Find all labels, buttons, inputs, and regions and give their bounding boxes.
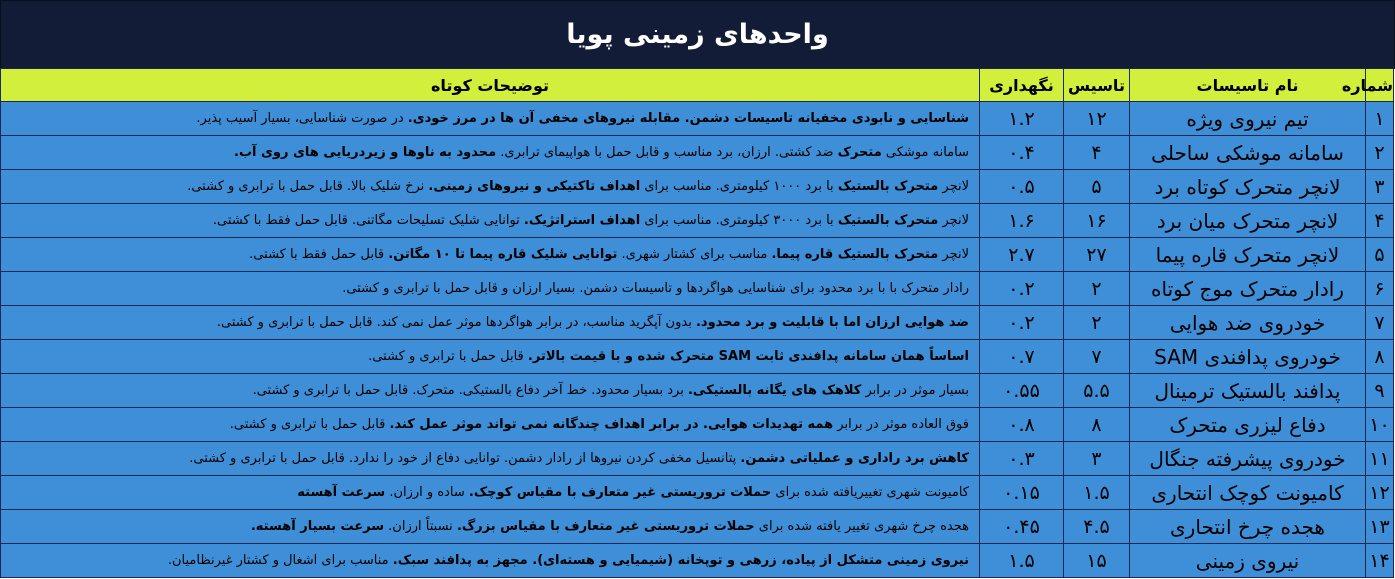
- cell-cost[interactable]: ۸: [1064, 408, 1130, 442]
- description-bold-segment: سرعت بسیار آهسته.: [250, 519, 385, 534]
- cell-cost[interactable]: ۲۷: [1064, 238, 1130, 272]
- cell-upkeep[interactable]: ۰.۴: [980, 136, 1064, 170]
- cell-number[interactable]: ۲: [1366, 136, 1394, 170]
- header-name[interactable]: نام تاسیسات: [1130, 69, 1366, 102]
- cell-upkeep[interactable]: ۰.۲: [980, 306, 1064, 340]
- description-segment: نرخ شلیک بالا. قابل حمل با ترابری و کشتی.: [187, 179, 429, 194]
- description-segment: لانچر: [938, 213, 969, 228]
- table-row: [1, 374, 1394, 408]
- description-bold-segment: اهداف تاکتیکی و نیروهای زمینی.: [428, 179, 641, 194]
- description-segment: هجده چرخ شهری تغییر یافته شده برای: [754, 519, 969, 534]
- description-bold-segment: متحرک بالستیک قاره پیما.: [771, 247, 939, 262]
- cell-description[interactable]: [1, 136, 980, 170]
- cell-upkeep[interactable]: ۱.۲: [980, 102, 1064, 136]
- description-segment: نسبتاً ارزان.: [384, 519, 457, 534]
- cell-upkeep[interactable]: ۰.۷: [980, 340, 1064, 374]
- cell-cost[interactable]: ۲: [1064, 306, 1130, 340]
- description-segment: مناسب برای کشتار شهری.: [617, 247, 772, 262]
- cell-upkeep[interactable]: ۱.۶: [980, 204, 1064, 238]
- cell-cost[interactable]: ۷: [1064, 340, 1130, 374]
- description-bold-segment: همه تهدیدات هوایی. در برابر اهداف چندگانه نمی تواند موثر عمل کند.: [389, 417, 834, 432]
- cell-description[interactable]: [1, 442, 980, 476]
- table-row: [1, 476, 1394, 510]
- cell-number[interactable]: ۱۱: [1366, 442, 1394, 476]
- cell-number[interactable]: ۱۳: [1366, 510, 1394, 544]
- description-segment: پتانسیل مخفی کردن نیروها از رادار دشمن. توانایی دفاع از خود را ندارد. قابل حمل با ترابری و کشتی.: [189, 451, 741, 466]
- description-bold-segment: ضد هوایی ارزان اما با قابلیت و برد محدود.: [695, 315, 969, 330]
- table-row: [1, 204, 1394, 238]
- description-bold-segment: محدود به ناوها و زیردریایی های روی آب.: [234, 145, 497, 160]
- cell-name[interactable]: لانچر متحرک کوتاه برد: [1130, 170, 1366, 204]
- cell-description[interactable]: [1, 476, 980, 510]
- description-segment: ساده و ارزان.: [385, 485, 469, 500]
- table-row: [1, 272, 1394, 306]
- cell-cost[interactable]: ۱۵: [1064, 544, 1130, 578]
- description-segment: قابل حمل با ترابری و کشتی.: [368, 349, 528, 364]
- cell-description[interactable]: [1, 306, 980, 340]
- cell-description[interactable]: [1, 510, 980, 544]
- description-bold-segment: توانایی شلیک قاره پیما تا ۱۰ مگاتن.: [388, 247, 618, 262]
- table-row: [1, 306, 1394, 340]
- table-row: [1, 340, 1394, 374]
- header-upkeep[interactable]: نگهداری: [980, 69, 1064, 102]
- description-segment: با برد ۱۰۰۰ کیلومتری. مناسب برای: [640, 179, 838, 194]
- cell-number[interactable]: ۱: [1366, 102, 1394, 136]
- cell-number[interactable]: ۶: [1366, 272, 1394, 306]
- description-bold-segment: کلاهک های یگانه بالستیکی.: [687, 383, 862, 398]
- table-row: [1, 510, 1394, 544]
- description-segment: ضد کشتی. ارزان، برد مناسب و قابل حمل با هواپیمای ترابری.: [496, 145, 838, 160]
- title-bar: [0, 0, 1395, 69]
- cell-cost[interactable]: ۵.۵: [1064, 374, 1130, 408]
- cell-number[interactable]: ۱۴: [1366, 544, 1394, 578]
- cell-description[interactable]: [1, 272, 980, 306]
- description-bold-segment: نیروی زمینی متشکل از پیاده، زرهی و توپخانه (شیمیایی و هسته‌ای). مجهز به پدافند سبک.: [392, 553, 969, 568]
- cell-name[interactable]: دفاع لیزری متحرک: [1130, 408, 1366, 442]
- cell-name[interactable]: خودروی پدافندی SAM: [1130, 340, 1366, 374]
- cell-name[interactable]: خودروی ضد هوایی: [1130, 306, 1366, 340]
- cell-cost[interactable]: ۱۲: [1064, 102, 1130, 136]
- cell-description[interactable]: [1, 374, 980, 408]
- description-bold-segment: اساساً همان سامانه پدافندی ثابت SAM متحرک شده و با قیمت بالاتر.: [527, 349, 969, 364]
- header-row: [1, 69, 1394, 102]
- table-row: [1, 102, 1394, 136]
- cell-cost[interactable]: ۵: [1064, 170, 1130, 204]
- description-segment: برد بسیار محدود. خط آخر دفاع بالستیکی. متحرک. قابل حمل با ترابری و کشتی.: [252, 383, 688, 398]
- description-segment: توانایی شلیک تسلیحات مگاتنی. قابل حمل فقط با کشتی.: [212, 213, 524, 228]
- description-segment: مناسب برای اشغال و کشتار غیرنظامیان.: [167, 553, 393, 568]
- cell-description[interactable]: [1, 408, 980, 442]
- cell-number[interactable]: ۳: [1366, 170, 1394, 204]
- cell-description[interactable]: [1, 238, 980, 272]
- description-bold-segment: سرعت آهسته: [297, 485, 386, 500]
- cell-upkeep[interactable]: ۱.۵: [980, 544, 1064, 578]
- table-row: [1, 170, 1394, 204]
- cell-upkeep[interactable]: ۰.۱۵: [980, 476, 1064, 510]
- cell-number[interactable]: ۵: [1366, 238, 1394, 272]
- cell-upkeep[interactable]: ۰.۵: [980, 170, 1064, 204]
- cell-description[interactable]: [1, 340, 980, 374]
- cell-description[interactable]: [1, 544, 980, 578]
- description-bold-segment: شناسایی و نابودی مخفیانه تاسیسات دشمن. مقابله نیروهای مخفی آن ها در مرز خودی.: [407, 111, 969, 126]
- description-segment: بدون آپگرید مناسب، در برابر هواگردها موثر عمل نمی کند. قابل حمل با ترابری و کشتی.: [216, 315, 696, 330]
- cell-cost[interactable]: ۱۶: [1064, 204, 1130, 238]
- cell-upkeep[interactable]: ۲.۷: [980, 238, 1064, 272]
- cell-upkeep[interactable]: ۰.۲: [980, 272, 1064, 306]
- table-row: [1, 136, 1394, 170]
- description-segment: کامیونت شهری تغییریافته شده برای: [771, 485, 969, 500]
- cell-description[interactable]: [1, 204, 980, 238]
- description-segment: قابل حمل با ترابری و کشتی.: [229, 417, 390, 432]
- description-bold-segment: متحرک بالستیک: [837, 213, 939, 228]
- cell-upkeep[interactable]: ۰.۸: [980, 408, 1064, 442]
- cell-description[interactable]: [1, 102, 980, 136]
- table-row: [1, 544, 1394, 578]
- cell-cost[interactable]: ۴: [1064, 136, 1130, 170]
- cell-name[interactable]: هجده چرخ انتحاری: [1130, 510, 1366, 544]
- description-bold-segment: متحرک: [837, 145, 882, 160]
- table-row: [1, 442, 1394, 476]
- cell-cost[interactable]: ۴.۵: [1064, 510, 1130, 544]
- description-bold-segment: اهداف استراتژیک.: [523, 213, 641, 228]
- description-segment: قابل حمل فقط با کشتی.: [249, 247, 389, 262]
- cell-name[interactable]: لانچر متحرک میان برد: [1130, 204, 1366, 238]
- cell-upkeep[interactable]: ۰.۳: [980, 442, 1064, 476]
- cell-upkeep[interactable]: ۰.۴۵: [980, 510, 1064, 544]
- cell-upkeep[interactable]: ۰.۵۵: [980, 374, 1064, 408]
- description-segment: با برد ۳۰۰۰ کیلومتری. مناسب برای: [640, 213, 838, 228]
- header-number[interactable]: شماره: [1366, 69, 1394, 102]
- cell-description[interactable]: [1, 170, 980, 204]
- cell-number[interactable]: ۱۰: [1366, 408, 1394, 442]
- description-segment: لانچر: [938, 179, 969, 194]
- cell-cost[interactable]: ۱.۵: [1064, 476, 1130, 510]
- cell-number[interactable]: ۸: [1366, 340, 1394, 374]
- cell-name[interactable]: پدافند بالستیک ترمینال: [1130, 374, 1366, 408]
- cell-name[interactable]: تیم نیروی ویژه: [1130, 102, 1366, 136]
- description-segment: سامانه موشکی: [881, 145, 969, 160]
- description-segment: فوق العاده موثر در برابر: [833, 417, 969, 432]
- description-bold-segment: حملات تروریستی غیر متعارف با مقیاس بزرگ.: [456, 519, 755, 534]
- header-desc[interactable]: توضیحات کوتاه: [1, 69, 980, 102]
- cell-name[interactable]: نیروی زمینی: [1130, 544, 1366, 578]
- description-bold-segment: حملات تروریستی غیر متعارف با مقیاس کوچک.: [468, 485, 772, 500]
- cell-number[interactable]: ۷: [1366, 306, 1394, 340]
- page-title: واحدهای زمینی پویا: [566, 19, 829, 50]
- description-segment: رادار متحرک با با برد محدود برای شناسایی هواگردها و تاسیسات دشمن. بسیار ارزان و قابل حمل با ترابری و کشتی.: [342, 281, 969, 296]
- table-row: [1, 408, 1394, 442]
- cell-name[interactable]: خودروی پیشرفته جنگال: [1130, 442, 1366, 476]
- description-segment: در صورت شناسایی، بسیار آسیب پذیر.: [196, 111, 408, 126]
- cell-cost[interactable]: ۲: [1064, 272, 1130, 306]
- cell-number[interactable]: ۱۲: [1366, 476, 1394, 510]
- cell-name[interactable]: سامانه موشکی ساحلی: [1130, 136, 1366, 170]
- description-bold-segment: متحرک بالستیک: [837, 179, 939, 194]
- header-cost[interactable]: تاسیس: [1064, 69, 1130, 102]
- table-row: [1, 238, 1394, 272]
- cell-name[interactable]: لانچر متحرک قاره پیما: [1130, 238, 1366, 272]
- cell-cost[interactable]: ۳: [1064, 442, 1130, 476]
- units-table: [0, 68, 1394, 578]
- description-segment: لانچر: [938, 247, 969, 262]
- cell-name[interactable]: رادار متحرک موج کوتاه: [1130, 272, 1366, 306]
- cell-number[interactable]: ۹: [1366, 374, 1394, 408]
- cell-number[interactable]: ۴: [1366, 204, 1394, 238]
- description-segment: بسیار موثر در برابر: [861, 383, 969, 398]
- cell-name[interactable]: کامیونت کوچک انتحاری: [1130, 476, 1366, 510]
- description-bold-segment: کاهش برد راداری و عملیاتی دشمن.: [740, 451, 969, 466]
